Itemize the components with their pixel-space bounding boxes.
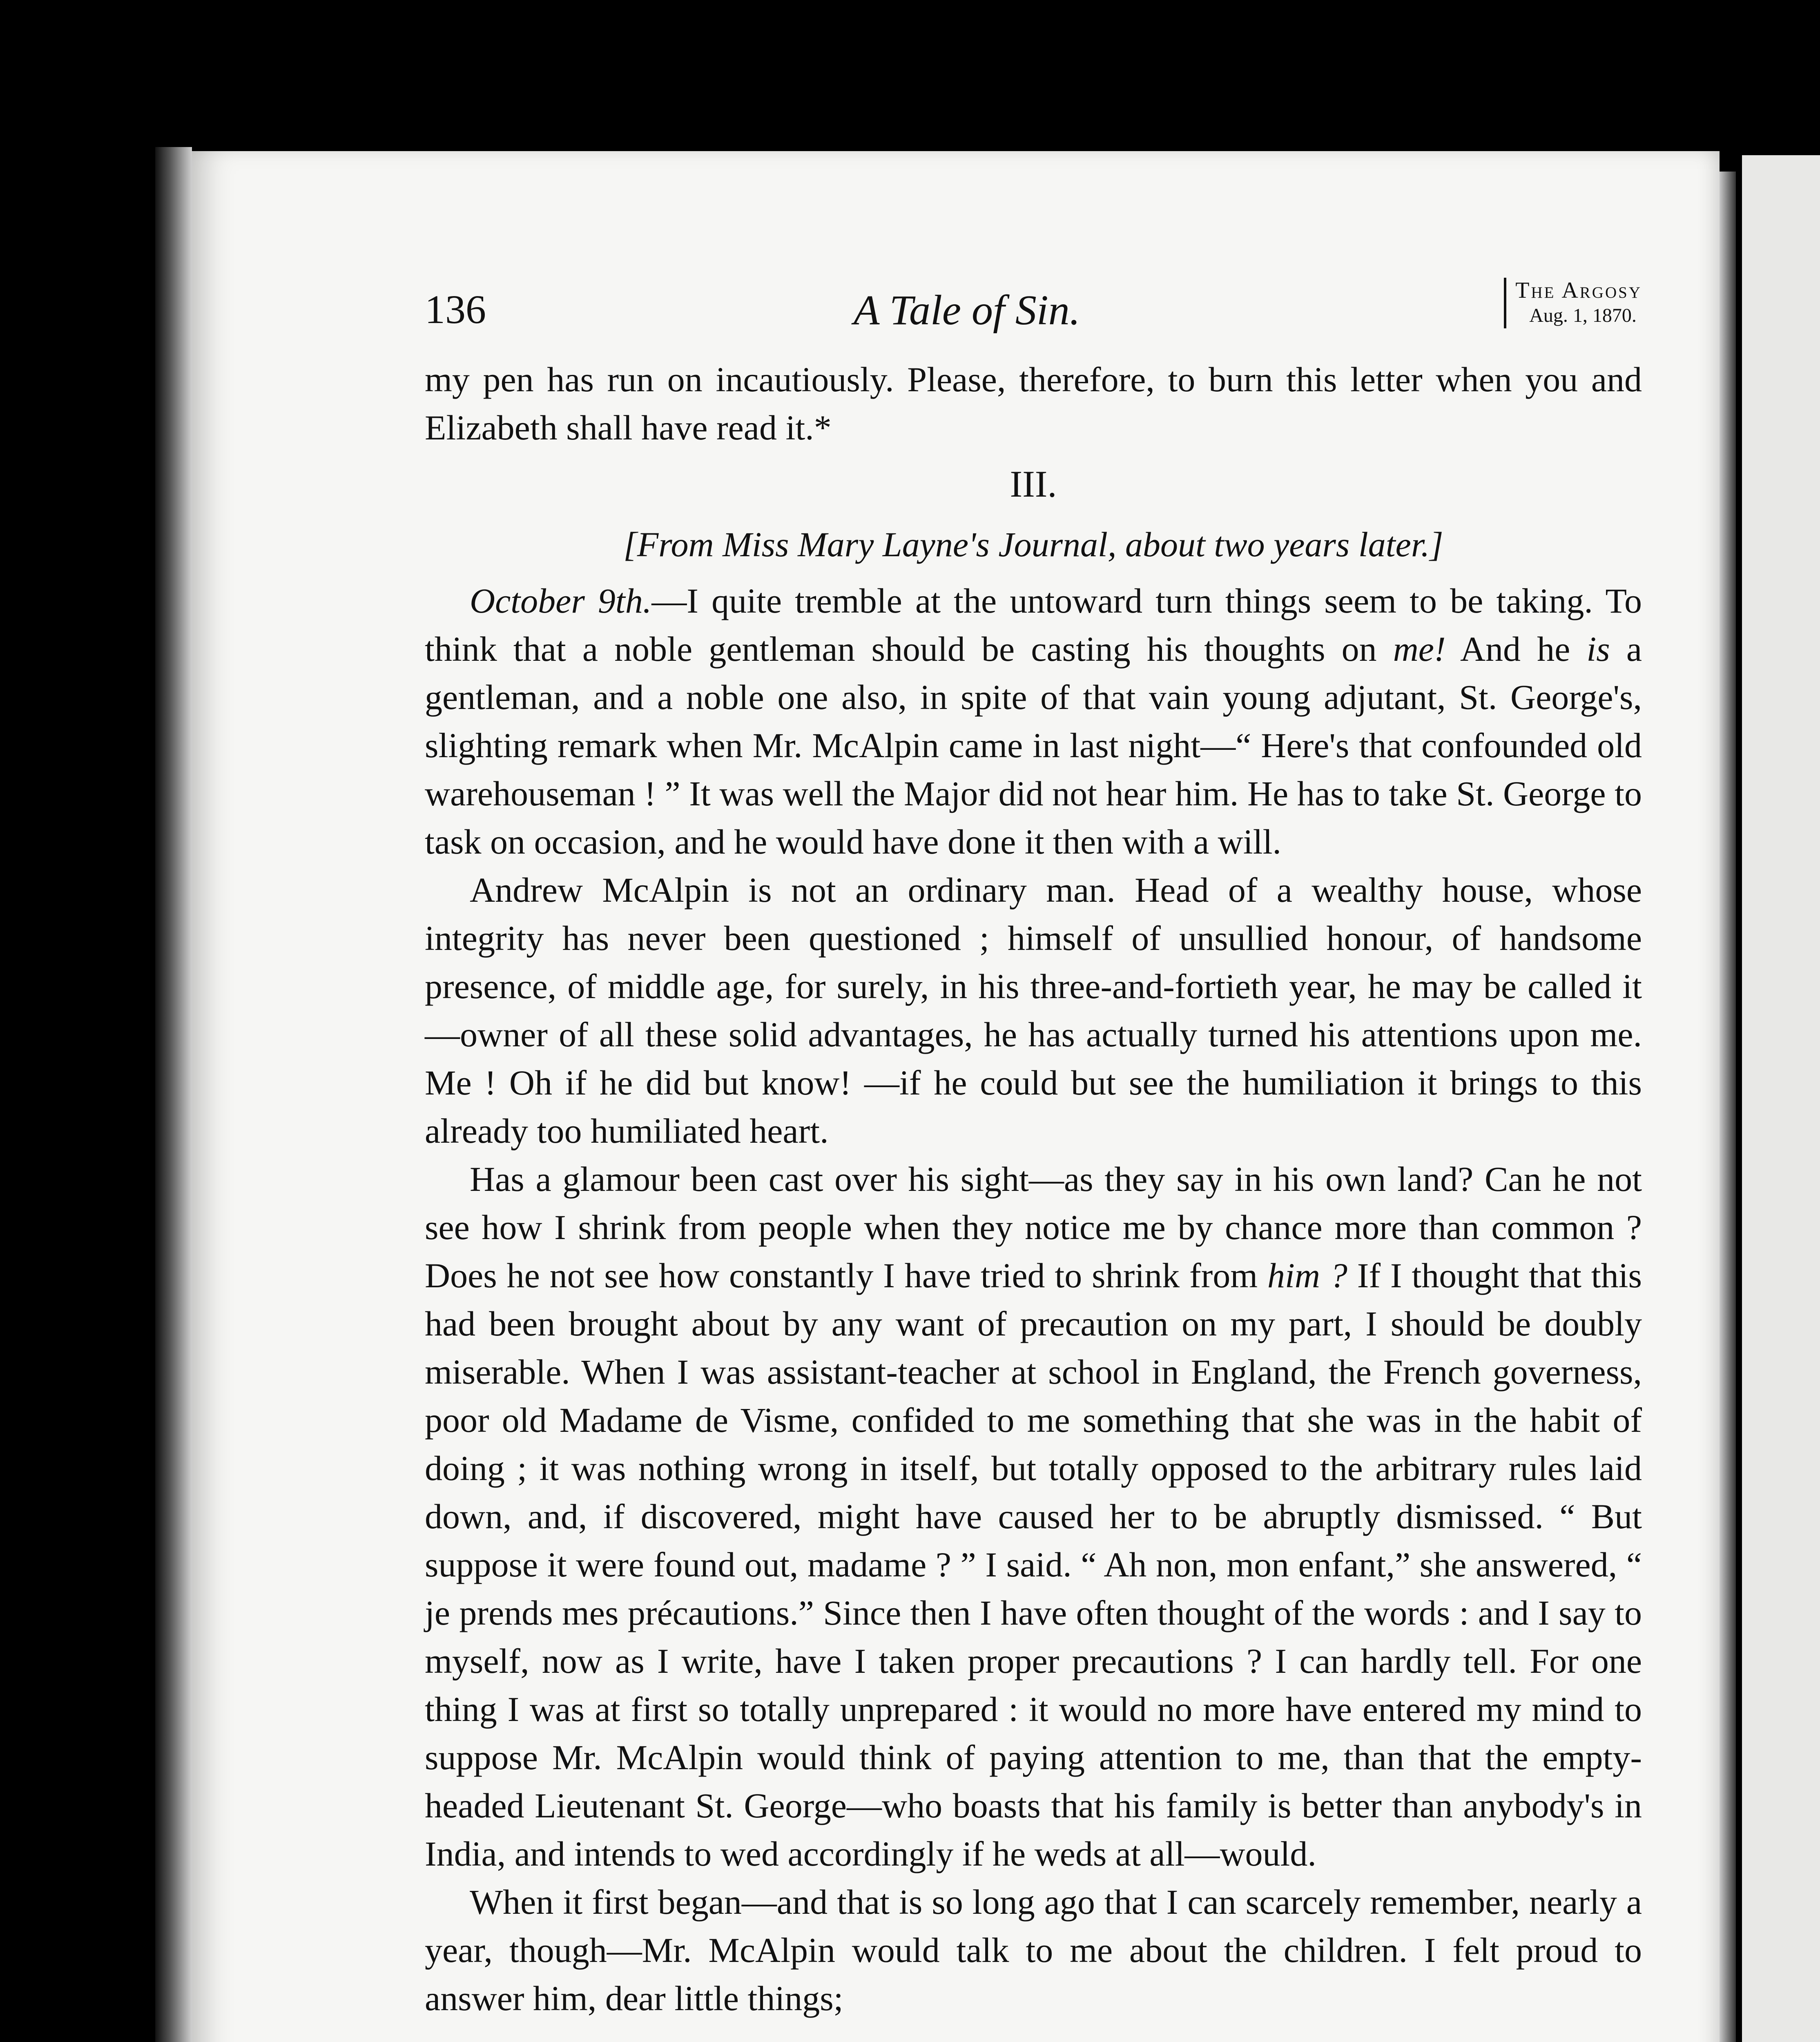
page-edge-shadow (1720, 172, 1736, 2042)
publication-date: Aug. 1, 1870. (1529, 305, 1637, 326)
body-text (425, 355, 1642, 2022)
facing-page-edge (1742, 155, 1820, 2042)
running-title: A Tale of Sin. (854, 287, 1080, 334)
page-number: 136 (425, 287, 486, 332)
paragraph: October 9th.—I quite tremble at the untoward turn things seem to be taking. To think that a noble gentleman should be casting his thoughts on me! And he is a gentleman, and a noble one also, in spite of that vain young adjutant, St. George's, slighting remark when Mr. McAlpin came in last night—“ Here's that confounded old warehouseman ! ” It was well the Major did not hear him. He has to take St. George to task on occasion, and he would have done it then with a will. (425, 581, 1642, 861)
continuation-paragraph: my pen has run on incautiously. Please, therefore, to burn this letter when you and Elizabeth shall have read it.* (425, 360, 1642, 447)
paragraph: Has a glamour been cast over his sight—as they say in his own land? Can he not see how I shrink from people when they notice me by chance more than common ? Does he not see how constantly I have tried to shrink from him ? If I thought that this had been brought about by any want of precaution on my part, I should be doubly miserable. When I was assistant-teacher at school in England, the French governess, poor old Madame de Visme, confided to me something that she was in the habit of doing ; it was nothing wrong in itself, but totally opposed to the arbitrary rules laid down, and, if discovered, might have caused her to be abruptly dismissed. “ But suppose it were found out, madame ? ” I said. “ Ah non, mon enfant,” she answered, “ je prends mes précautions.” Since then I have often thought of the words : and I say to myself, now as I write, have I taken proper precautions ? I can hardly tell. For one thing I was at first so totally unprepared : it would no more have entered my mind to suppose Mr. McAlpin would think of paying attention to me, than that the empty-headed Lieutenant St. George—who boasts that his family is better than anybody's in India, and intends to wed accordingly if he weds at all—would. (425, 1159, 1642, 1873)
entry-date: October 9th. (470, 581, 652, 620)
section-heading: III. (1010, 463, 1057, 505)
source-note: [From Miss Mary Layne's Journal, about two years later.] (623, 525, 1443, 564)
paragraph: When it first began—and that is so long ago that I can scarcely remember, nearly a year, though—Mr. McAlpin would talk to me about the children. I felt proud to answer him, dear little things; (425, 1882, 1642, 2018)
publication-name: The Argosy (1515, 278, 1642, 303)
book-binding-shadow (155, 147, 192, 2042)
running-head (425, 278, 1642, 339)
publication-bracket (1504, 278, 1642, 328)
paragraph: Andrew McAlpin is not an ordinary man. Head of a wealthy house, whose integrity has never been questioned ; himself of unsullied honour, of handsome presence, of middle age, for surely, in his three-and-fortieth year, he may be called it—owner of all these solid advantages, he has actually turned his attentions upon me. Me ! Oh if he did but know! —if he could but see the humiliation it brings to this already too humiliated heart. (425, 870, 1642, 1150)
